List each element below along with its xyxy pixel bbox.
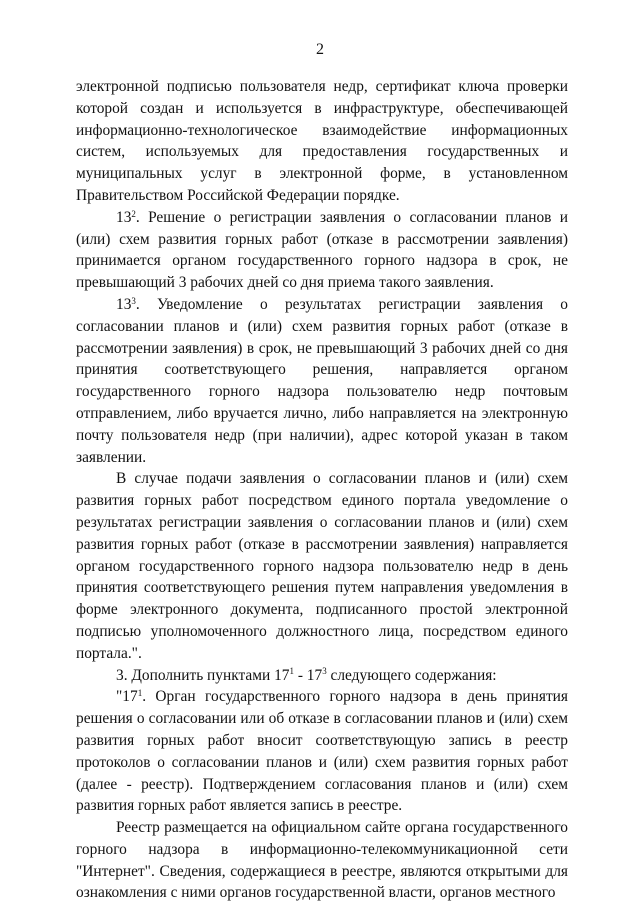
superscript-index: 2 — [131, 208, 136, 219]
paragraph — [76, 294, 568, 468]
text-run: 13 — [116, 295, 132, 313]
text-run: "17 — [116, 688, 138, 706]
text-run: . Решение о регистрации заявления о согласовании планов и (или) схем развития горных работ (отказе в рассмотрении заявления) принимается органом государственного горного надзора в срок, не превышающий 3 рабочих дней со дня приема такого заявления. — [76, 208, 568, 292]
superscript-index: 1 — [289, 666, 294, 677]
text-run: следующего содержания: — [326, 666, 497, 684]
text-run: Реестр размещается на официальном сайте органа государственного горного надзора в информационно-телекоммуникационной сети "Интернет". Сведения, содержащиеся в реестре, являются открытыми для ознакомления с ними органов государственной власти, органов местного — [76, 819, 568, 902]
page-number: 2 — [316, 41, 324, 58]
superscript-index: 3 — [131, 295, 136, 306]
paragraph — [76, 817, 568, 904]
document-body — [76, 76, 568, 904]
text-run: электронной подписью пользователя недр, сертификат ключа проверки которой создан и используется в инфраструктуре, обеспечивающей информационно-технологическое взаимодействие информационных систем, используемых для предоставления государственных и муниципальных услуг в электронной форме, в установленном Правительством Российской Федерации порядке. — [76, 78, 568, 204]
paragraph — [76, 665, 568, 687]
paragraph — [76, 468, 568, 664]
paragraph — [76, 76, 568, 207]
text-run: 3. Дополнить пунктами 17 — [116, 666, 290, 684]
paragraph — [76, 686, 568, 817]
superscript-index: 1 — [137, 688, 143, 699]
text-run: 13 — [116, 208, 132, 226]
text-run: . Уведомление о результатах регистрации заявления о согласовании планов и (или) схем развития горных работ (отказе в рассмотрении заявления) в срок, не превышающий 3 рабочих дней со дня принятия соответствующего решения, направляется органом государственного горного надзора пользователю недр почтовым отправлением, либо вручается лично, либо направляется на электронную почту пользователя недр (при наличии), адрес которой указан в таком заявлении. — [76, 295, 568, 466]
text-run: - 17 — [293, 666, 323, 684]
text-run: В случае подачи заявления о согласовании планов и (или) схем развития горных работ посредством единого портала уведомление о результатах регистрации заявления о согласовании планов и (или) схем развития горных работ (отказе в рассмотрении заявления) направляется органом государственного горного надзора пользователю недр в день принятия соответствующего решения путем направления уведомления в форме электронного документа, подписанного простой электронной подписью уполномоченного должностного лица, посредством единого портала.". — [76, 470, 568, 662]
paragraph — [76, 207, 568, 294]
superscript-index: 3 — [322, 666, 327, 677]
text-run: . Орган государственного горного надзора в день принятия решения о согласовании или об отказе в согласовании планов и (или) схем развития горных работ вносит соответствующую запись в реестр протоколов о согласовании планов и (или) схем развития горных работ (далее - реестр). Подтверждением согласования планов и (или) схем развития горных работ является запись в реестре. — [76, 688, 568, 815]
